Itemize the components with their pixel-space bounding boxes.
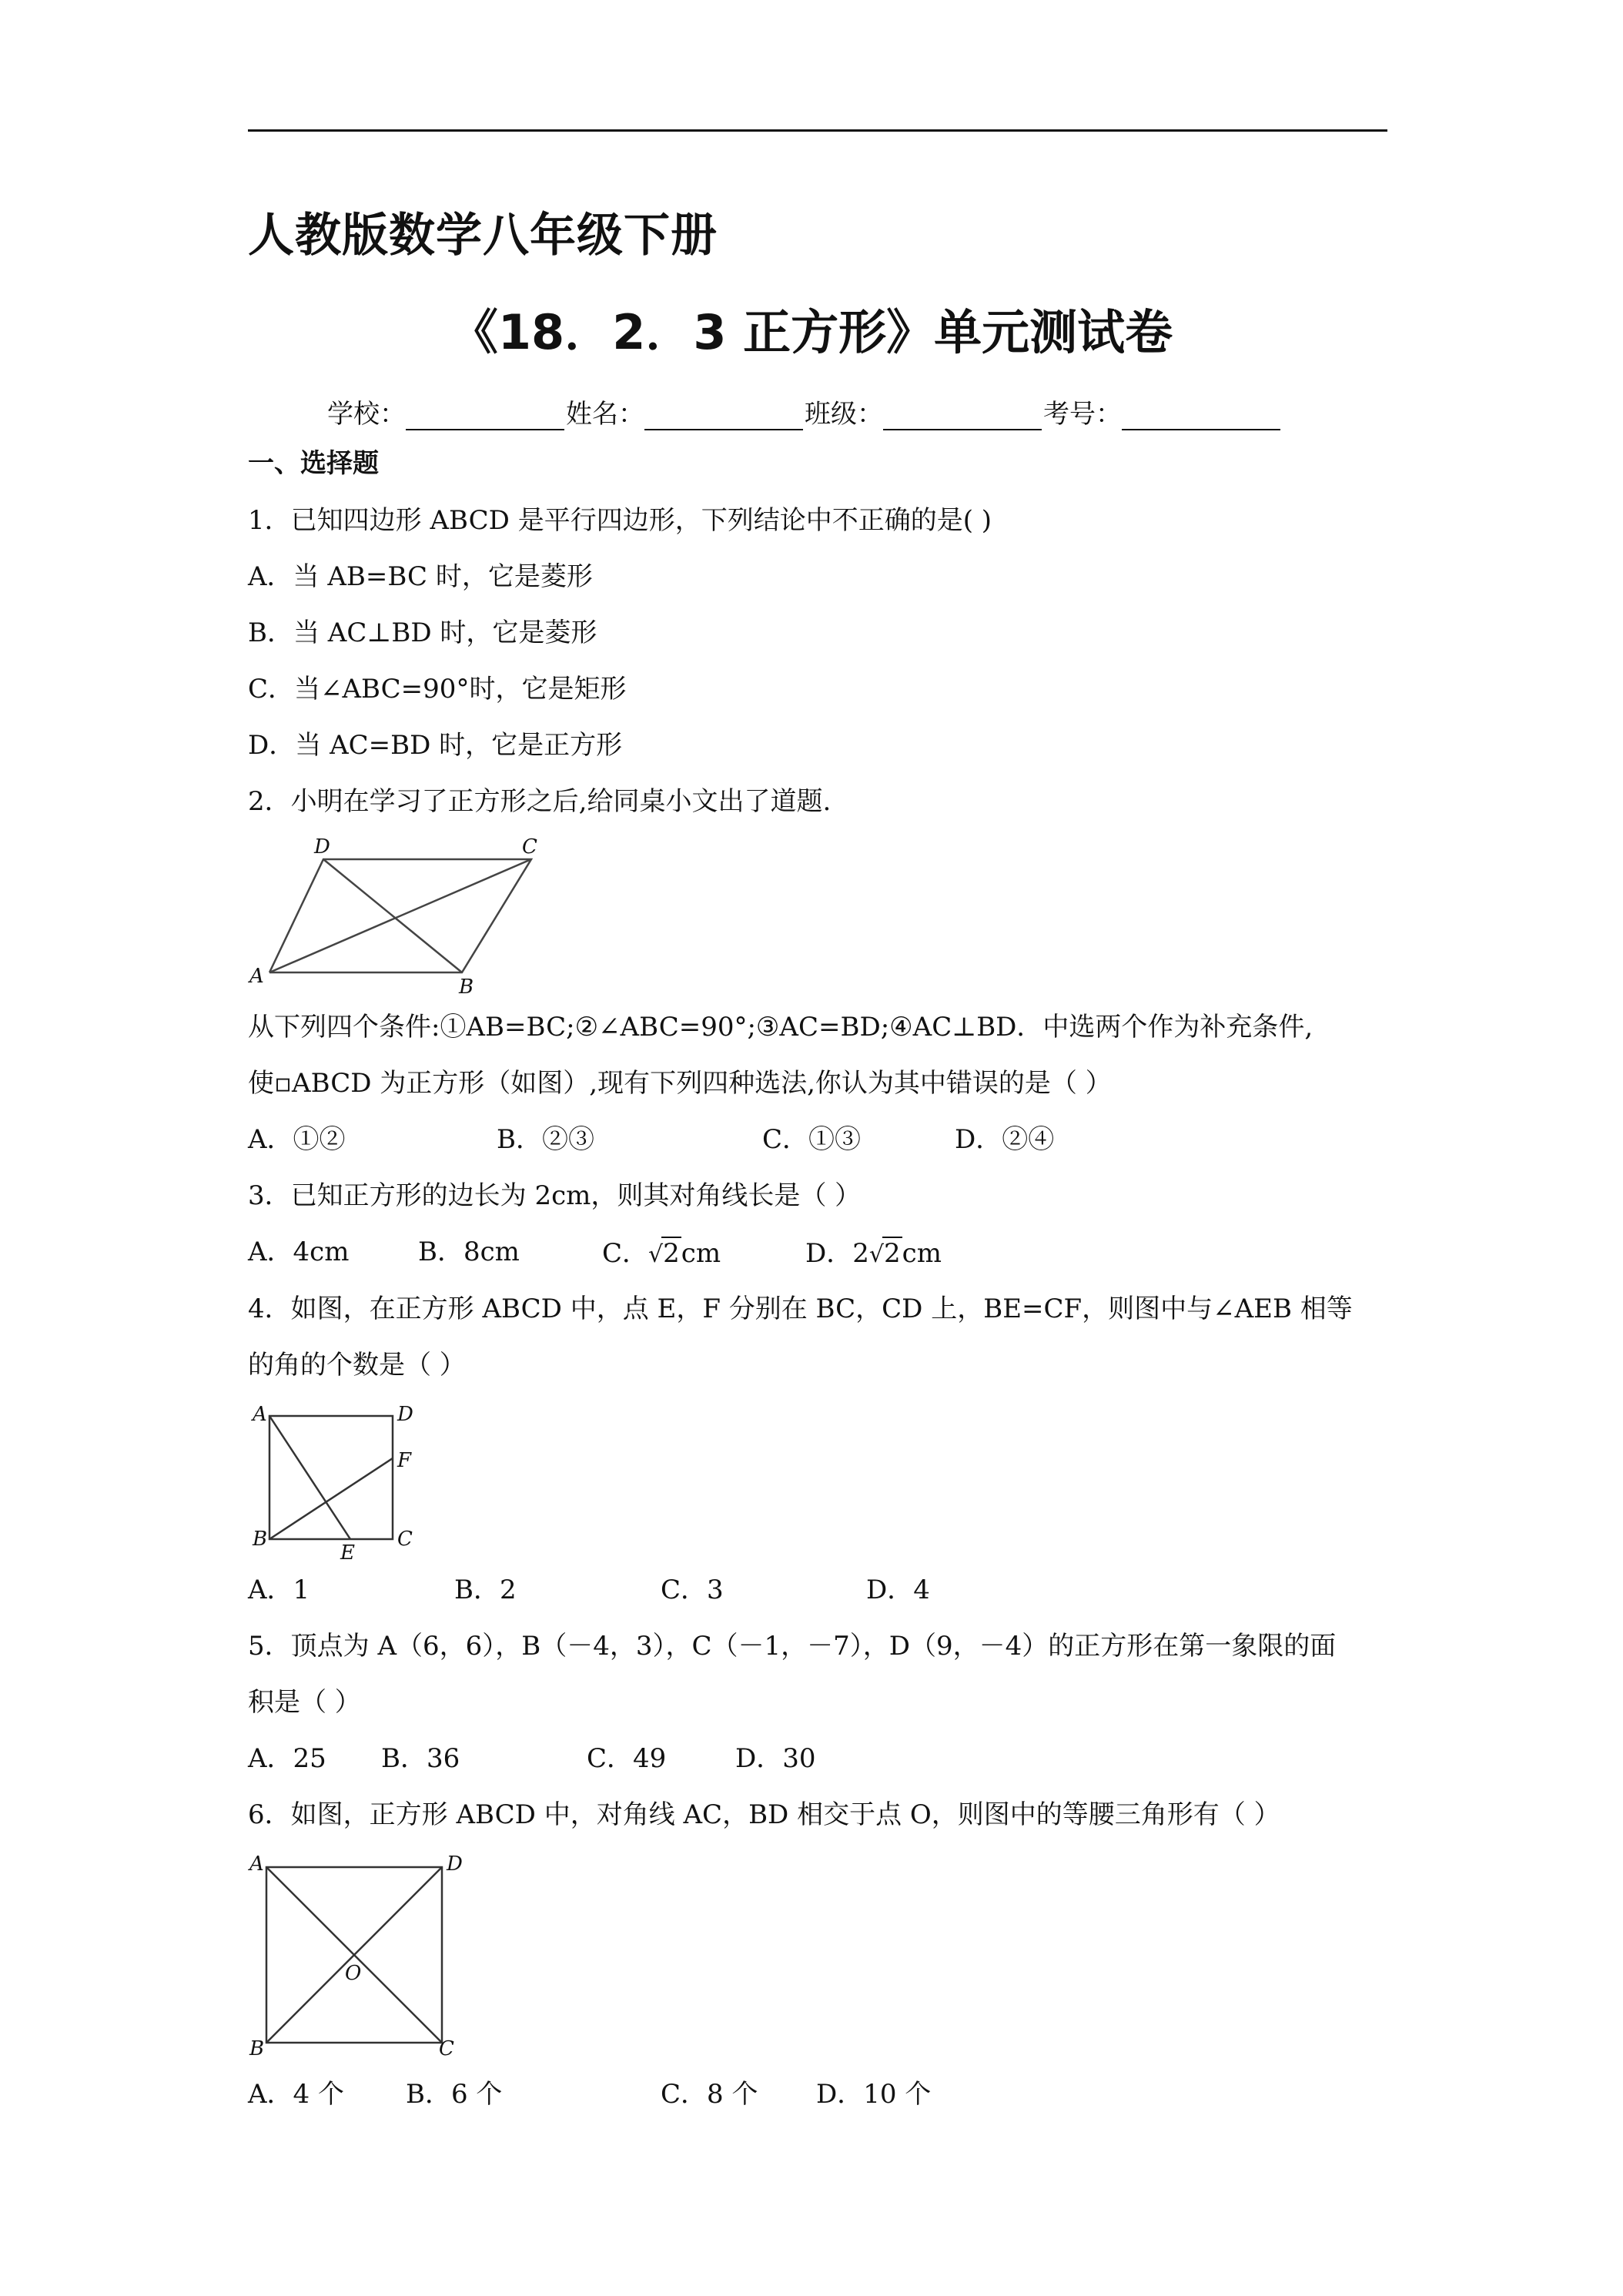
q4-option-a: A．1 <box>248 1575 310 1605</box>
q6-option-d: D．10 个 <box>816 2079 932 2110</box>
q5-stem-line1: 5．顶点为 A（6，6），B（－4，3），C（－1，－7），D（9，－4）的正方形在第一象限的面 <box>248 1631 1337 1662</box>
q3-stem: 3．已知正方形的边长为 2cm，则其对角线长是（ ） <box>248 1180 862 1211</box>
q4-stem-line1: 4．如图，在正方形 ABCD 中，点 E，F 分别在 BC，CD 上，BE=CF，则图中与∠AEB 相等 <box>248 1294 1353 1324</box>
q2-option-c: C．①③ <box>762 1124 862 1155</box>
q3-option-c: C．√2cm <box>602 1238 721 1269</box>
q4-option-b: B．2 <box>454 1575 517 1605</box>
class-blank[interactable] <box>883 404 1042 430</box>
q5-stem-line2: 积是（ ） <box>248 1687 361 1718</box>
label-c: C <box>522 835 537 858</box>
q5-option-a: A．25 <box>248 1743 326 1774</box>
section-heading: 一、选择题 <box>248 448 379 479</box>
label-b: B <box>459 976 474 997</box>
q6-option-c: C．8 个 <box>661 2079 758 2110</box>
label-c: C <box>439 2037 454 2060</box>
q1-stem: 1．已知四边形 ABCD 是平行四边形，下列结论中不正确的是( ) <box>248 505 992 536</box>
label-c: C <box>397 1528 413 1551</box>
q4-stem-line2: 的角的个数是（ ） <box>248 1350 466 1381</box>
q1-option-b: B．当 AC⊥BD 时，它是菱形 <box>248 618 597 648</box>
q3-option-d: D．2√2cm <box>805 1238 942 1269</box>
school-label: 学校： <box>327 399 406 430</box>
square-diagonals-figure <box>246 1844 477 2063</box>
q2-question: 使▫ABCD 为正方形（如图）,现有下列四种选法,你认为其中错误的是（ ） <box>248 1068 1112 1099</box>
label-e: E <box>340 1541 355 1563</box>
header-rule <box>248 129 1387 132</box>
document-title: 人教版数学八年级下册 <box>248 209 718 263</box>
q2-option-b: B．②③ <box>497 1124 594 1155</box>
label-f: F <box>397 1449 412 1472</box>
q6-option-b: B．6 个 <box>406 2079 503 2110</box>
parallelogram-figure <box>246 832 562 997</box>
q5-option-c: C．49 <box>587 1743 667 1774</box>
q2-conditions: 从下列四个条件:①AB=BC;②∠ABC=90°;③AC=BD;④AC⊥BD．中选两个作为补充条件, <box>248 1012 1313 1043</box>
q6-stem: 6．如图，正方形 ABCD 中，对角线 AC，BD 相交于点 O，则图中的等腰三角形有（ ） <box>248 1799 1280 1830</box>
school-blank[interactable] <box>406 404 564 430</box>
label-a: A <box>249 1853 264 1876</box>
q2-stem: 2．小明在学习了正方形之后,给同桌小文出了道题. <box>248 786 832 817</box>
exam-number-label: 考号： <box>1043 399 1122 430</box>
q3-option-a: A．4cm <box>248 1237 350 1267</box>
label-a: A <box>249 965 264 988</box>
name-blank[interactable] <box>644 404 803 430</box>
label-b: B <box>253 1528 268 1551</box>
q1-option-c: C．当∠ABC=90°时，它是矩形 <box>248 674 627 705</box>
document-subtitle: 《18．2．3 正方形》单元测试卷 <box>450 304 1173 360</box>
label-d: D <box>314 835 330 858</box>
q2-option-d: D．②④ <box>955 1124 1055 1155</box>
q4-option-d: D．4 <box>866 1575 930 1605</box>
square-ef-figure <box>246 1397 439 1563</box>
q1-option-a: A．当 AB=BC 时，它是菱形 <box>248 561 593 592</box>
q1-option-d: D．当 AC=BD 时，它是正方形 <box>248 730 623 761</box>
q5-option-b: B．36 <box>381 1743 460 1774</box>
q2-option-a: A．①② <box>248 1124 346 1155</box>
q4-option-c: C．3 <box>661 1575 724 1605</box>
q3-option-b: B．8cm <box>418 1237 520 1267</box>
label-d: D <box>447 1853 463 1876</box>
class-label: 班级： <box>805 399 883 430</box>
student-info-row <box>327 393 1282 430</box>
name-label: 姓名： <box>566 399 644 430</box>
q5-option-d: D．30 <box>735 1743 816 1774</box>
label-d: D <box>397 1403 413 1426</box>
label-b: B <box>249 2037 265 2060</box>
label-o: O <box>345 1962 362 1985</box>
q6-option-a: A．4 个 <box>248 2079 344 2110</box>
label-a: A <box>253 1403 267 1426</box>
exam-number-blank[interactable] <box>1122 404 1280 430</box>
